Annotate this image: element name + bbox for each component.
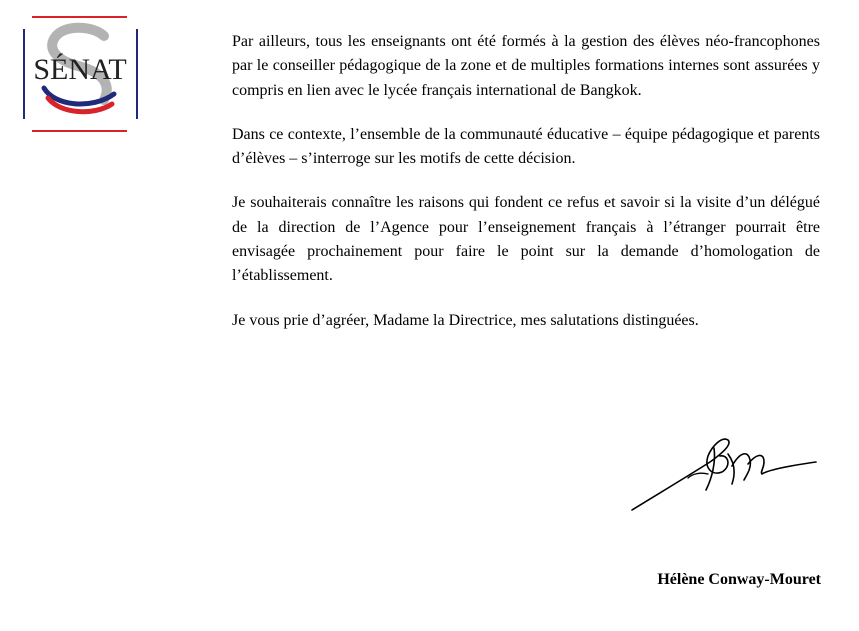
letter-body <box>232 30 820 353</box>
signature-stroke-2 <box>706 448 715 490</box>
senat-logo-graphic <box>22 14 140 134</box>
signature-graphic <box>628 432 820 516</box>
signer-name: Hélène Conway-Mouret <box>657 571 821 588</box>
paragraph-training: Par ailleurs, tous les enseignants ont été formés à la gestion des élèves néo-francophones par le conseiller pédagogique de la zone et de multiples formations internes sont assurées y compris en lien avec le lycée français international de Bangkok. <box>232 33 820 99</box>
senat-logo <box>22 14 140 134</box>
logo-wordmark: SÉNAT <box>33 53 127 86</box>
paragraph-context: Dans ce contexte, l’ensemble de la communauté éducative – équipe pédagogique et parents d’élèves – s’interroge sur les motifs de cette décision. <box>232 125 820 168</box>
signature-stroke-3 <box>728 454 816 484</box>
handwritten-signature <box>628 432 820 516</box>
paragraph-request: Je souhaiterais connaître les raisons qui fondent ce refus et savoir si la visite d’un délégué de la direction de l’Agence pour l’enseignement français à l’étranger pourrait être envisagée prochainement pour faire le point sur la demande d’homologation de l’établissement. <box>232 194 820 285</box>
paragraph-closing: Je vous prie d’agréer, Madame la Directrice, mes salutations distinguées. <box>232 311 699 329</box>
